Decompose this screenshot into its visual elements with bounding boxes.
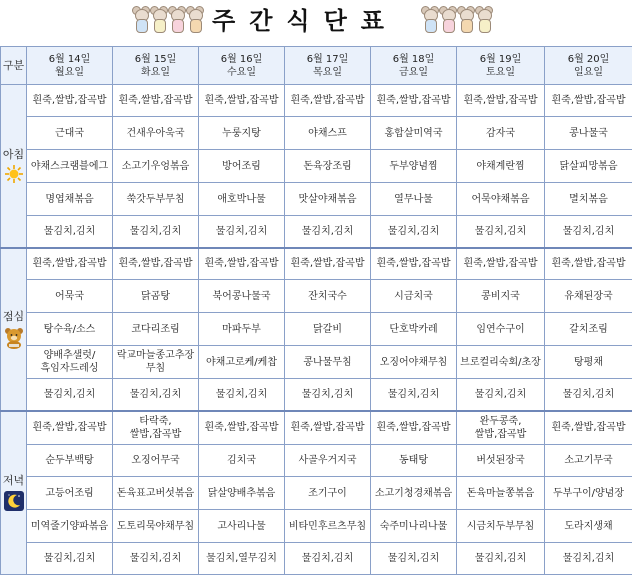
day-header: [285, 47, 371, 85]
menu-item-cell: 콩나물국: [545, 117, 632, 150]
title-bar: [0, 0, 632, 44]
menu-item-cell: 쑥갓두부무침: [113, 183, 199, 216]
day-header: [371, 47, 457, 85]
menu-item-cell: 순두부백탕: [27, 445, 113, 477]
day-date: 6월 17일: [306, 53, 349, 65]
day-date: 6월 15일: [134, 53, 177, 65]
day-date: 6월 19일: [479, 53, 522, 65]
menu-item-cell: 물김치,김치: [371, 379, 457, 411]
menu-item-cell: 락교마늘종고추장 무침: [113, 346, 199, 379]
menu-item-cell: 코다리조림: [113, 313, 199, 346]
menu-item-cell: 조기구이: [285, 477, 371, 510]
menu-item-cell: 어묵야채볶음: [457, 183, 545, 216]
menu-item-cell: 시금치두부무침: [457, 510, 545, 543]
menu-item-cell: 북어콩나물국: [199, 280, 285, 313]
menu-item-cell: 갈치조림: [545, 313, 632, 346]
header-label: 구분: [1, 47, 27, 85]
menu-item-cell: 흰죽,쌀밥,잡곡밥: [27, 248, 113, 280]
menu-item-cell: 야채스크램블에그: [27, 150, 113, 183]
menu-item-cell: 소고기무국: [545, 445, 632, 477]
day-date: 6월 14일: [48, 53, 91, 65]
meal-row: [1, 510, 632, 543]
menu-item-cell: 흰죽,쌀밥,잡곡밥: [199, 411, 285, 445]
menu-item-cell: 동태탕: [371, 445, 457, 477]
day-weekday: 화요일: [141, 66, 170, 78]
menu-item-cell: 흰죽,쌀밥,잡곡밥: [199, 248, 285, 280]
sun-icon: [1, 165, 26, 183]
day-date: 6월 16일: [220, 53, 263, 65]
menu-item-cell: 오징어무국: [113, 445, 199, 477]
menu-item-cell: 흰죽,쌀밥,잡곡밥: [27, 411, 113, 445]
day-date: 6월 20일: [567, 53, 610, 65]
menu-item-cell: 소고기청경채볶음: [371, 477, 457, 510]
header-row: [1, 47, 632, 85]
menu-item-cell: 두부양념찜: [371, 150, 457, 183]
menu-item-cell: 닭살양배추볶음: [199, 477, 285, 510]
menu-item-cell: 비타민후르츠무침: [285, 510, 371, 543]
meal-row: [1, 445, 632, 477]
menu-item-cell: 물김치,김치: [199, 216, 285, 248]
meal-row: [1, 477, 632, 510]
menu-item-cell: 야채계란찜: [457, 150, 545, 183]
menu-item-cell: 흰죽,쌀밥,잡곡밥: [285, 411, 371, 445]
menu-item-cell: 물김치,김치: [371, 543, 457, 575]
day-weekday: 월요일: [55, 66, 84, 78]
menu-item-cell: 두부구이/양념장: [545, 477, 632, 510]
menu-item-cell: 물김치,김치: [113, 379, 199, 411]
mouse-icon: [152, 6, 166, 32]
menu-item-cell: 명엽채볶음: [27, 183, 113, 216]
menu-item-cell: 물김치,김치: [27, 379, 113, 411]
menu-item-cell: 버섯된장국: [457, 445, 545, 477]
menu-item-cell: 물김치,김치: [27, 543, 113, 575]
mouse-icon: [170, 6, 184, 32]
menu-item-cell: 고사리나물: [199, 510, 285, 543]
menu-item-cell: 야채고로케/케찹: [199, 346, 285, 379]
menu-item-cell: 흰죽,쌀밥,잡곡밥: [285, 85, 371, 117]
meal-row: [1, 411, 632, 445]
menu-item-cell: 물김치,김치: [457, 216, 545, 248]
menu-item-cell: 타락죽, 쌀밥,잡곡밥: [113, 411, 199, 445]
menu-item-cell: 물김치,열무김치: [199, 543, 285, 575]
menu-item-cell: 누룽지탕: [199, 117, 285, 150]
moon-icon: [1, 491, 26, 511]
menu-item-cell: 야채스프: [285, 117, 371, 150]
menu-item-cell: 물김치,김치: [285, 216, 371, 248]
day-weekday: 토요일: [486, 66, 515, 78]
menu-item-cell: 김치국: [199, 445, 285, 477]
menu-item-cell: 도토리묵야채무침: [113, 510, 199, 543]
menu-item-cell: 마파두부: [199, 313, 285, 346]
meal-row: [1, 248, 632, 280]
meal-label-cell: [1, 411, 27, 575]
menu-item-cell: 흰죽,쌀밥,잡곡밥: [27, 85, 113, 117]
menu-item-cell: 흰죽,쌀밥,잡곡밥: [545, 411, 632, 445]
menu-item-cell: 물김치,김치: [545, 543, 632, 575]
menu-item-cell: 소고기우엉볶음: [113, 150, 199, 183]
menu-item-cell: 맛살야채볶음: [285, 183, 371, 216]
meal-row: [1, 85, 632, 117]
menu-item-cell: 브로컬리숙회/초장: [457, 346, 545, 379]
day-weekday: 일요일: [574, 66, 603, 78]
page-title: 주간식단표: [212, 7, 398, 35]
day-weekday: 목요일: [313, 66, 342, 78]
day-date: 6월 18일: [392, 53, 435, 65]
menu-item-cell: 물김치,김치: [285, 543, 371, 575]
menu-item-cell: 탕수육/소스: [27, 313, 113, 346]
menu-item-cell: 콩비지국: [457, 280, 545, 313]
menu-item-cell: 물김치,김치: [285, 379, 371, 411]
menu-item-cell: 흰죽,쌀밥,잡곡밥: [545, 248, 632, 280]
menu-item-cell: 근대국: [27, 117, 113, 150]
meal-label-cell: [1, 248, 27, 411]
day-header: [27, 47, 113, 85]
menu-item-cell: 열무나물: [371, 183, 457, 216]
menu-item-cell: 숙주미나리나물: [371, 510, 457, 543]
meal-row: [1, 379, 632, 411]
menu-item-cell: 물김치,김치: [27, 216, 113, 248]
mouse-icon: [477, 6, 491, 32]
menu-item-cell: 물김치,김치: [113, 216, 199, 248]
menu-item-cell: 닭곰탕: [113, 280, 199, 313]
menu-item-cell: 닭살피망볶음: [545, 150, 632, 183]
menu-item-cell: 콩나물무침: [285, 346, 371, 379]
menu-item-cell: 완두콩죽, 쌀밥,잡곡밥: [457, 411, 545, 445]
meal-row: [1, 313, 632, 346]
day-weekday: 금요일: [399, 66, 428, 78]
menu-item-cell: 흰죽,쌀밥,잡곡밥: [457, 85, 545, 117]
menu-item-cell: 물김치,김치: [457, 543, 545, 575]
menu-item-cell: 물김치,김치: [199, 379, 285, 411]
meal-row: [1, 150, 632, 183]
menu-item-cell: 흰죽,쌀밥,잡곡밥: [113, 85, 199, 117]
menu-item-cell: 임연수구이: [457, 313, 545, 346]
menu-item-cell: 흰죽,쌀밥,잡곡밥: [545, 85, 632, 117]
menu-item-cell: 흰죽,쌀밥,잡곡밥: [285, 248, 371, 280]
menu-item-cell: 물김치,김치: [457, 379, 545, 411]
menu-item-cell: 흰죽,쌀밥,잡곡밥: [113, 248, 199, 280]
menu-item-cell: 홍합살미역국: [371, 117, 457, 150]
menu-item-cell: 물김치,김치: [545, 216, 632, 248]
menu-item-cell: 도라지생채: [545, 510, 632, 543]
meal-row: [1, 117, 632, 150]
menu-item-cell: 시금치국: [371, 280, 457, 313]
meal-label-cell: [1, 85, 27, 248]
menu-item-cell: 방어조림: [199, 150, 285, 183]
menu-item-cell: 고등어조림: [27, 477, 113, 510]
menu-body: [1, 85, 632, 575]
menu-item-cell: 흰죽,쌀밥,잡곡밥: [371, 411, 457, 445]
menu-item-cell: 잔치국수: [285, 280, 371, 313]
meal-row: [1, 280, 632, 313]
menu-table: [0, 46, 632, 575]
day-weekday: 수요일: [227, 66, 256, 78]
mouse-icon: [459, 6, 473, 32]
meal-row: [1, 216, 632, 248]
menu-item-cell: 흰죽,쌀밥,잡곡밥: [371, 248, 457, 280]
day-header: [113, 47, 199, 85]
menu-item-cell: 미역줄기양파볶음: [27, 510, 113, 543]
menu-item-cell: 유채된장국: [545, 280, 632, 313]
bear-icon: [1, 327, 26, 349]
menu-item-cell: 오징어야채무침: [371, 346, 457, 379]
mouse-icon: [423, 6, 437, 32]
menu-item-cell: 흰죽,쌀밥,잡곡밥: [371, 85, 457, 117]
menu-item-cell: 돈육장조림: [285, 150, 371, 183]
menu-item-cell: 물김치,김치: [113, 543, 199, 575]
menu-item-cell: 멸치볶음: [545, 183, 632, 216]
menu-item-cell: 양배추샐럿/ 흑임자드레싱: [27, 346, 113, 379]
menu-item-cell: 단호박카레: [371, 313, 457, 346]
menu-item-cell: 어묵국: [27, 280, 113, 313]
menu-item-cell: 사골우거지국: [285, 445, 371, 477]
menu-item-cell: 건새우아욱국: [113, 117, 199, 150]
meal-row: [1, 346, 632, 379]
menu-item-cell: 돈육마늘쫑볶음: [457, 477, 545, 510]
meal-row: [1, 543, 632, 575]
day-header: [545, 47, 632, 85]
meal-name: 저녁: [2, 474, 25, 488]
menu-item-cell: 흰죽,쌀밥,잡곡밥: [199, 85, 285, 117]
menu-item-cell: 돈육표고버섯볶음: [113, 477, 199, 510]
menu-item-cell: 물김치,김치: [545, 379, 632, 411]
mouse-icon: [134, 6, 148, 32]
menu-item-cell: 물김치,김치: [371, 216, 457, 248]
meal-row: [1, 183, 632, 216]
day-header: [457, 47, 545, 85]
meal-name: 점심: [2, 309, 25, 323]
menu-item-cell: 애호박나물: [199, 183, 285, 216]
menu-item-cell: 흰죽,쌀밥,잡곡밥: [457, 248, 545, 280]
day-header: [199, 47, 285, 85]
menu-item-cell: 닭갈비: [285, 313, 371, 346]
menu-item-cell: 탕평채: [545, 346, 632, 379]
mouse-icon: [441, 6, 455, 32]
menu-item-cell: 감자국: [457, 117, 545, 150]
meal-name: 아침: [2, 148, 25, 162]
